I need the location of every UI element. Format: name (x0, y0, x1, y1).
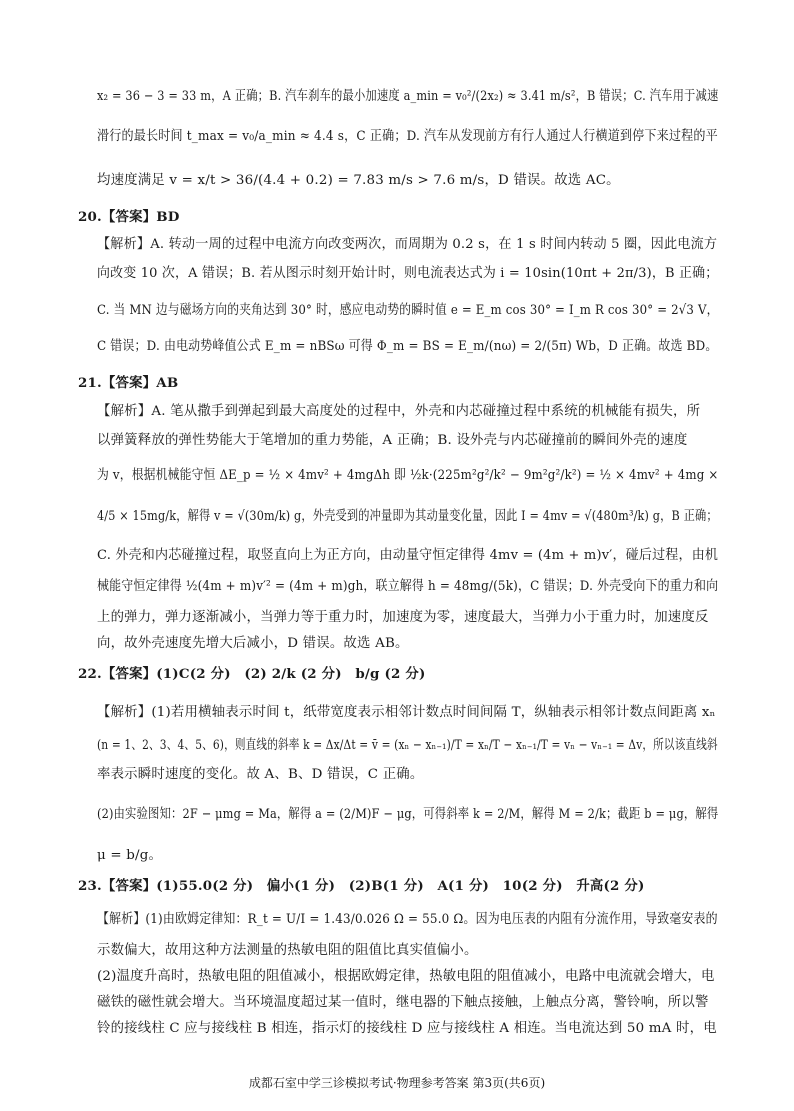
question-22-answer: 22.【答案】(1)C(2 分) (2) 2/k (2 分) b/g (2 分) (78, 666, 426, 682)
text-line: C. 当 MN 边与磁场方向的夹角达到 30° 时，感应电动势的瞬时值 e = E_m cos 30° = I_m R cos 30° = 2√3 V， (97, 303, 719, 318)
text-line: C. 外壳和内芯碰撞过程，取竖直向上为正方向，由动量守恒定律得 4mv = (4m + m)v′，碰后过程，由机 (97, 548, 719, 563)
text-line: (n = 1、2、3、4、5、6)，则直线的斜率 k = Δx/Δt = v̄ = (xₙ − xₙ₋₁)/T = xₙ/T − xₙ₋₁/T = vₙ − vₙ₋₁ = Δv，所以该直线斜 (97, 738, 718, 753)
text-line: 向，故外壳速度先增大后减小，D 错误。故选 AB。 (97, 636, 409, 651)
text-line: 示数偏大，故用这种方法测量的热敏电阻的阻值比真实值偏小。 (97, 943, 478, 958)
text-line: 为 v，根据机械能守恒 ΔE_p = ½ × 4mv² + 4mgΔh 即 ½k·(225m²g²/k² − 9m²g²/k²) = ½ × 4mv² + 4mg × (97, 468, 719, 483)
text-line: (2)由实验图知：2F − μmg = Ma，解得 a = (2/M)F − μg，可得斜率 k = 2/M，解得 M = 2/k；截距 b = μg，解得 (97, 807, 719, 822)
text-line: 【解析】A. 笔从撒手到弹起到最大高度处的过程中，外壳和内芯碰撞过程中系统的机械能有损失，所 (97, 404, 701, 419)
text-line: 均速度满足 v = x/t > 36/(4.4 + 0.2) = 7.83 m/s > 7.6 m/s，D 错误。故选 AC。 (97, 173, 620, 188)
text-line: μ = b/g。 (97, 848, 163, 863)
text-line: 4/5 × 15mg/k，解得 v = √(30m/k) g，外壳受到的冲量即为其动量变化量，因此 I = 4mv = √(480m³/k) g，B 正确； (97, 509, 718, 524)
text-line: 磁铁的磁性就会增大。当环境温度超过某一值时，继电器的下触点接触，上触点分离，警铃响，所以警 (97, 995, 709, 1010)
text-line: 铃的接线柱 C 应与接线柱 B 相连，指示灯的接线柱 D 应与接线柱 A 相连。当电流达到 50 mA 时，电 (97, 1021, 717, 1036)
text-line: (2)温度升高时，热敏电阻的阻值减小，根据欧姆定律，热敏电阻的阻值减小，电路中电流就会增大，电 (97, 969, 715, 984)
text-line: 【解析】A. 转动一周的过程中电流方向改变两次，而周期为 0.2 s，在 1 s 时间内转动 5 圈，因此电流方 (97, 237, 718, 252)
text-line: C 错误；D. 由电动势峰值公式 E_m = nBSω 可得 Φ_m = BS = E_m/(nω) = 2/(5π) Wb，D 正确。故选 BD。 (97, 339, 718, 354)
text-line: 【解析】(1)若用横轴表示时间 t，纸带宽度表示相邻计数点时间间隔 T，纵轴表示相邻计数点间距离 xₙ (97, 705, 716, 720)
text-line: 【解析】(1)由欧姆定律知：R_t = U/I = 1.43/0.026 Ω = 55.0 Ω。因为电压表的内阻有分流作用，导致毫安表的 (97, 912, 718, 927)
text-line: x₂ = 36 − 3 = 33 m，A 正确；B. 汽车刹车的最小加速度 a_min = v₀²/(2x₂) ≈ 3.41 m/s²，B 错误；C. 汽车用于减速 (97, 89, 719, 104)
text-line: 上的弹力，弹力逐渐减小，当弹力等于重力时，加速度为零，速度最大，当弹力小于重力时，加速度反 (97, 610, 709, 625)
question-20-answer: 20.【答案】BD (78, 209, 180, 225)
text-line: 率表示瞬时速度的变化。故 A、B、D 错误，C 正确。 (97, 767, 424, 782)
text-line: 向改变 10 次，A 错误；B. 若从图示时刻开始计时，则电流表达式为 i = 10sin(10πt + 2π/3)，B 正确； (97, 266, 719, 281)
text-line: 滑行的最长时间 t_max = v₀/a_min ≈ 4.4 s，C 正确；D. 汽车从发现前方有行人通过人行横道到停下来过程的平 (97, 129, 718, 144)
question-23-answer: 23.【答案】(1)55.0(2 分) 偏小(1 分) (2)B(1 分) A(1 分) 10(2 分) 升高(2 分) (78, 878, 645, 894)
page-footer: 成都石室中学三诊模拟考试·物理参考答案 第3页(共6页) (248, 1076, 546, 1090)
question-21-answer: 21.【答案】AB (78, 375, 179, 391)
text-line: 以弹簧释放的弹性势能大于笔增加的重力势能，A 正确；B. 设外壳与内芯碰撞前的瞬间外壳的速度 (97, 433, 688, 448)
text-line: 械能守恒定律得 ½(4m + m)v′² = (4m + m)gh，联立解得 h = 48mg/(5k)，C 错误；D. 外壳受向下的重力和向 (97, 579, 719, 594)
